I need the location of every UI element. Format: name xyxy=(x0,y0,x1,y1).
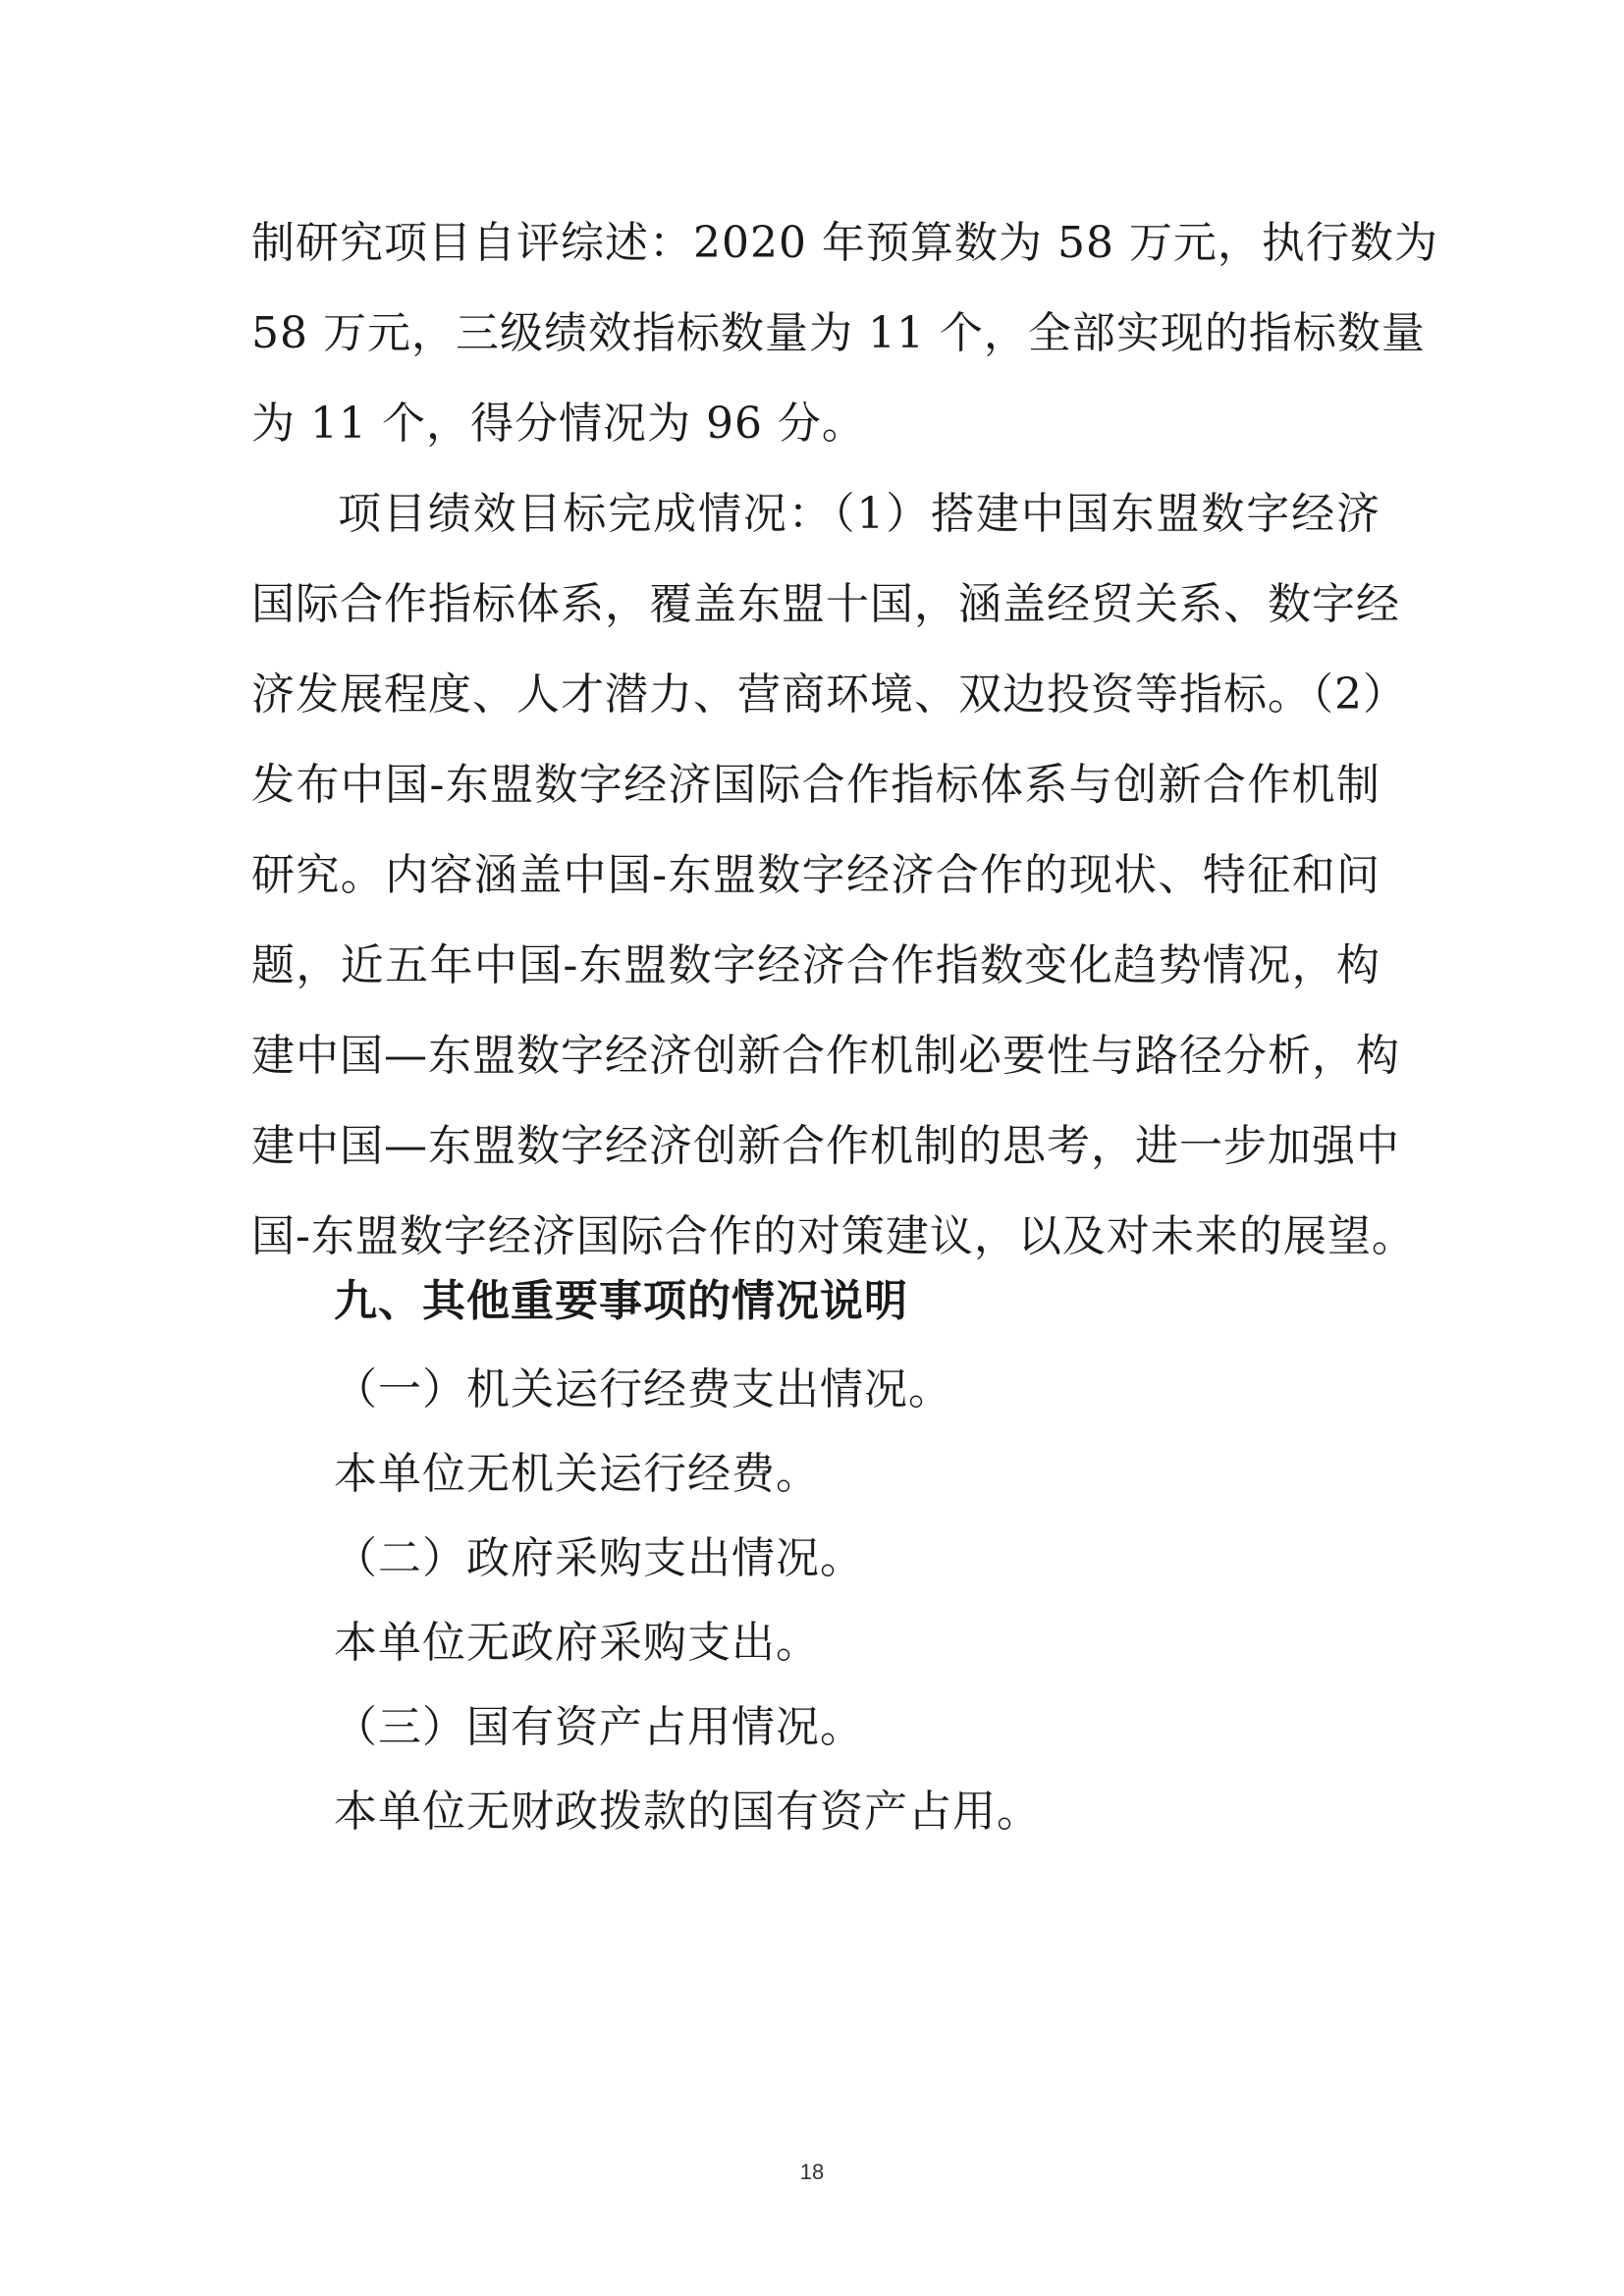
item3-text: 本单位无财政拨款的国有资产占用。 xyxy=(334,1787,1041,1837)
item3-title: （三）国有资产占用情况。 xyxy=(334,1702,864,1752)
completion-line-1: 项目绩效目标完成情况：（1）搭建中国东盟数字经济 xyxy=(338,489,1380,539)
summary-line-1: 制研究项目自评综述：2020 年预算数为 58 万元，执行数为 xyxy=(251,218,1438,268)
completion-line-8: 建中国—东盟数字经济创新合作机制的思考，进一步加强中 xyxy=(251,1121,1400,1171)
completion-line-2: 国际合作指标体系，覆盖东盟十国，涵盖经贸关系、数字经 xyxy=(251,579,1400,629)
completion-line-5: 研究。内容涵盖中国-东盟数字经济合作的现状、特征和问 xyxy=(251,850,1380,900)
completion-line-7: 建中国—东盟数字经济创新合作机制必要性与路径分析，构 xyxy=(251,1031,1400,1081)
summary-line-2: 58 万元，三级绩效指标数量为 11 个，全部实现的指标数量 xyxy=(251,308,1426,358)
completion-line-9: 国-东盟数字经济国际合作的对策建议，以及对未来的展望。 xyxy=(251,1211,1416,1261)
item1-text: 本单位无机关运行经费。 xyxy=(334,1449,820,1499)
completion-line-4: 发布中国-东盟数字经济国际合作指标体系与创新合作机制 xyxy=(251,760,1380,810)
section-heading: 九、其他重要事项的情况说明 xyxy=(334,1276,908,1326)
completion-line-3: 济发展程度、人才潜力、营商环境、双边投资等指标。（2） xyxy=(251,669,1407,720)
page-number: 18 xyxy=(799,2160,825,2184)
item2-title: （二）政府采购支出情况。 xyxy=(334,1533,864,1583)
completion-line-6: 题，近五年中国-东盟数字经济合作指数变化趋势情况，构 xyxy=(251,940,1380,990)
item2-text: 本单位无政府采购支出。 xyxy=(334,1618,820,1668)
item1-title: （一）机关运行经费支出情况。 xyxy=(334,1364,952,1415)
summary-line-3: 为 11 个，得分情况为 96 分。 xyxy=(251,399,866,449)
